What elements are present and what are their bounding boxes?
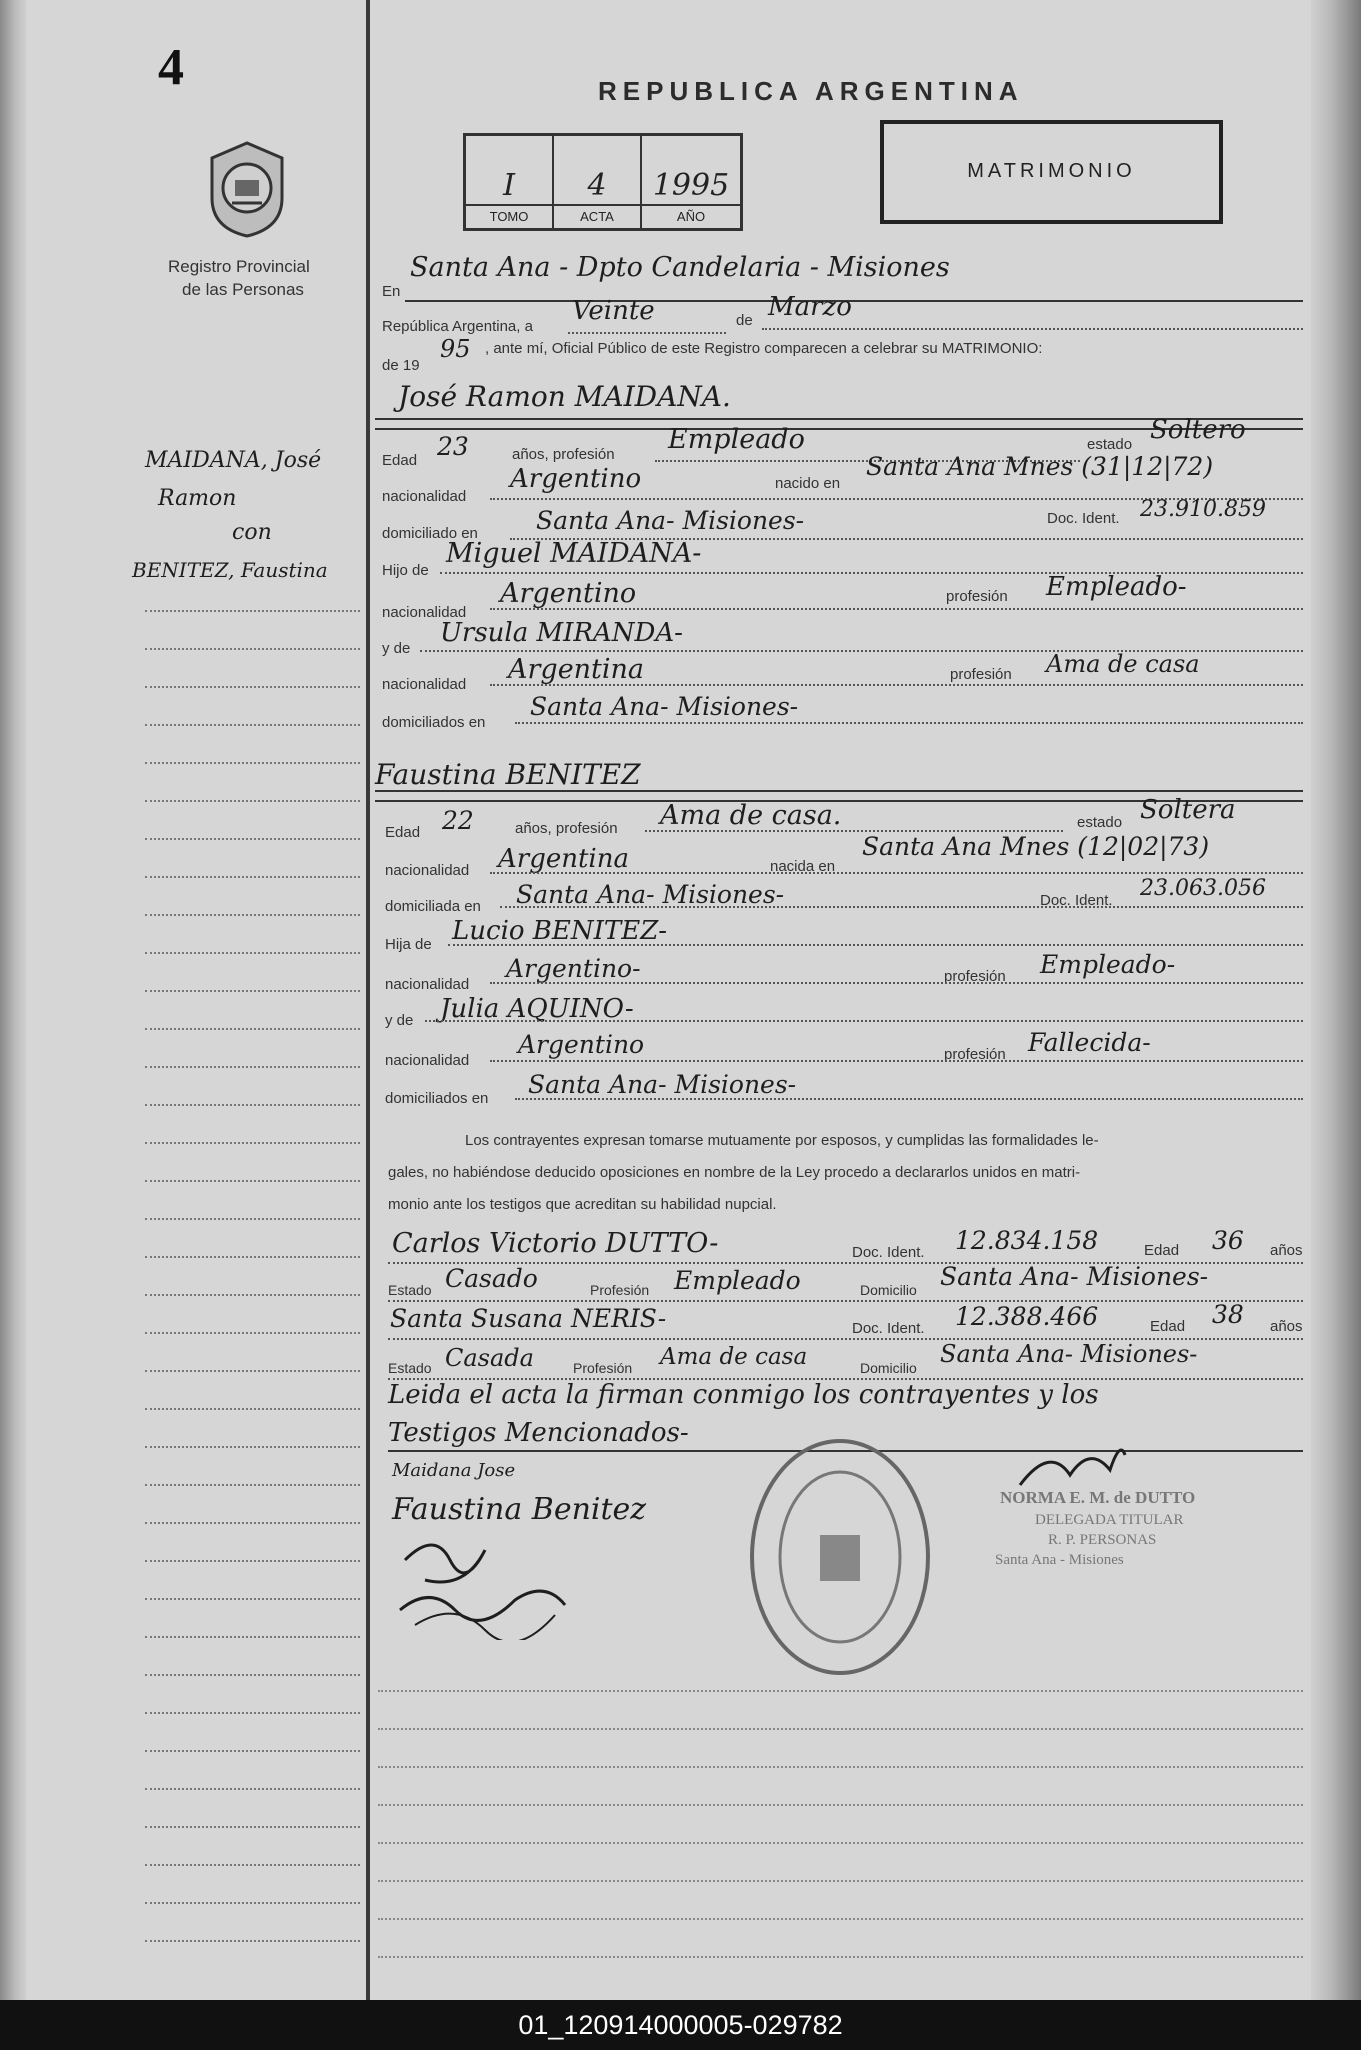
bride-mother: Julia AQUINO-: [440, 994, 634, 1024]
bride-edad: 22: [442, 806, 474, 835]
groom-edad-label: Edad: [382, 452, 418, 469]
page-number: 4: [158, 39, 184, 96]
margin-ruled-line: [145, 1446, 360, 1448]
en-label: En: [382, 283, 401, 300]
groom-nacido: Santa Ana Mnes (31|12|72): [866, 452, 1214, 481]
bride-nacionalidad-label: nacionalidad: [385, 862, 470, 879]
groom-nacionalidad-label: nacionalidad: [382, 488, 467, 505]
bride-father-nac-label: nacionalidad: [385, 976, 470, 993]
bride-yde-label: y de: [385, 1012, 414, 1029]
body-ruled-line: [378, 1728, 1303, 1730]
record-type-box: [880, 120, 1223, 224]
margin-ruled-line: [145, 838, 360, 840]
de-label: de: [736, 312, 753, 329]
margin-ruled-line: [145, 762, 360, 764]
margin-ruled-line: [145, 1218, 360, 1220]
groom-domicilio: Santa Ana- Misiones-: [536, 506, 805, 535]
groom-domiciliado-label: domiciliado en: [382, 525, 478, 542]
body-ruled-line: [378, 1690, 1303, 1692]
margin-ruled-line: [145, 952, 360, 954]
witness1-domicilio-label: Domicilio: [860, 1282, 917, 1298]
witness-signatures-icon: [395, 1530, 585, 1640]
margin-ruled-line: [145, 990, 360, 992]
margin-ruled-line: [145, 1370, 360, 1372]
bride-mother-nac-label: nacionalidad: [385, 1052, 470, 1069]
bride-profesion-label: años, profesión: [515, 820, 618, 837]
groom-estado-label: estado: [1087, 436, 1133, 453]
margin-ruled-line: [145, 1826, 360, 1828]
groom-mother-prof: Ama de casa: [1046, 650, 1200, 678]
groom-mother-nac: Argentina: [508, 654, 645, 685]
republica-label: República Argentina, a: [382, 318, 533, 335]
bride-domiciliados: Santa Ana- Misiones-: [528, 1070, 797, 1099]
witness1-name: Carlos Victorio DUTTO-: [392, 1228, 719, 1259]
margin-ruled-line: [145, 914, 360, 916]
groom-edad: 23: [437, 432, 469, 461]
groom-domiciliados-label: domiciliados en: [382, 714, 486, 731]
witness2-profesion: Ama de casa: [660, 1344, 808, 1370]
archive-footer-id: 01_120914000005-029782: [0, 2000, 1361, 2050]
witness1-edad-label: Edad: [1144, 1242, 1180, 1259]
official-round-stamp-icon: [745, 1435, 935, 1680]
comparecen-text: , ante mí, Oficial Público de este Registro comparecen a celebrar su MATRIMONIO:: [485, 340, 1043, 357]
ano-label: AÑO: [642, 204, 740, 228]
declaration-line2: gales, no habiéndose deducido oposiciones en nombre de la Ley procedo a declararlos unidos en matri-: [388, 1164, 1081, 1181]
margin-ruled-line: [145, 648, 360, 650]
margin-ruled-line: [145, 1788, 360, 1790]
bride-mother-prof-label: profesión: [944, 1046, 1006, 1063]
body-ruled-line: [378, 1804, 1303, 1806]
groom-father-nac-label: nacionalidad: [382, 604, 467, 621]
official-stamp-line3: R. P. PERSONAS: [1048, 1532, 1157, 1548]
margin-ruled-line: [145, 1940, 360, 1942]
margin-ruled-line: [145, 1636, 360, 1638]
margin-ruled-line: [145, 1560, 360, 1562]
margin-ruled-line: [145, 1674, 360, 1676]
margin-ruled-line: [145, 1104, 360, 1106]
groom-domiciliados: Santa Ana- Misiones-: [530, 692, 799, 721]
bride-father: Lucio BENITEZ-: [452, 916, 668, 946]
groom-nacido-label: nacido en: [775, 475, 841, 492]
bride-father-nac: Argentino-: [506, 954, 641, 983]
body-ruled-line: [378, 1918, 1303, 1920]
witness1-estado-label: Estado: [388, 1282, 432, 1298]
bride-domicilio: Santa Ana- Misiones-: [516, 880, 785, 909]
bride-name: Faustina BENITEZ: [375, 758, 641, 791]
margin-ruled-line: [145, 1598, 360, 1600]
witness1-domicilio: Santa Ana- Misiones-: [940, 1262, 1209, 1291]
witness2-anos-label: años: [1270, 1318, 1303, 1335]
bride-father-prof: Empleado-: [1040, 950, 1176, 979]
record-type: MATRIMONIO: [967, 160, 1136, 182]
margin-note-line1: MAIDANA, José: [145, 448, 322, 473]
witness2-estado-label: Estado: [388, 1360, 432, 1376]
groom-yde-label: y de: [382, 640, 411, 657]
groom-father-prof-label: profesión: [946, 588, 1008, 605]
bride-nacida-label: nacida en: [770, 858, 836, 875]
groom-father: Miguel MAIDANA-: [446, 538, 702, 569]
tomo-label: TOMO: [466, 204, 552, 228]
margin-ruled-line: [145, 1712, 360, 1714]
official-stamp-line2: DELEGADA TITULAR: [1035, 1512, 1184, 1528]
year-value: 95: [440, 335, 471, 363]
closing-line1: Leida el acta la firman conmigo los contrayentes y los: [388, 1380, 1099, 1410]
witness1-anos-label: años: [1270, 1242, 1303, 1259]
groom-nacionalidad: Argentino: [510, 464, 642, 494]
closing-line2: Testigos Mencionados-: [388, 1418, 689, 1448]
groom-estado: Soltero: [1150, 415, 1246, 445]
margin-ruled-line: [145, 1484, 360, 1486]
witness1-profesion: Empleado: [674, 1266, 801, 1295]
groom-doc-label: Doc. Ident.: [1047, 510, 1120, 527]
groom-father-prof: Empleado-: [1046, 572, 1187, 602]
groom-mother-prof-label: profesión: [950, 666, 1012, 683]
month-value: Marzo: [768, 292, 852, 322]
margin-ruled-line: [145, 1256, 360, 1258]
witness1-profesion-label: Profesión: [590, 1282, 650, 1298]
margin-ruled-line: [145, 1066, 360, 1068]
ano-value: 1995: [652, 168, 730, 203]
margin-ruled-line: [145, 800, 360, 802]
bride-estado-label: estado: [1077, 814, 1123, 831]
witness1-estado: Casado: [445, 1264, 538, 1293]
official-stamp-line1: NORMA E. M. de DUTTO: [1000, 1488, 1196, 1507]
margin-ruled-line: [145, 876, 360, 878]
bride-nacionalidad: Argentina: [498, 844, 629, 874]
bride-estado: Soltera: [1140, 795, 1236, 825]
provincial-emblem-icon: [202, 138, 292, 238]
groom-name: José Ramon MAIDANA.: [398, 380, 731, 413]
witness1-doc: 12.834.158: [955, 1226, 1099, 1255]
bride-profesion: Ama de casa.: [660, 800, 842, 831]
margin-ruled-line: [145, 1902, 360, 1904]
margin-ruled-line: [145, 1028, 360, 1030]
margin-ruled-line: [145, 1522, 360, 1524]
bride-father-prof-label: profesión: [944, 968, 1006, 985]
declaration-line1: Los contrayentes expresan tomarse mutuamente por esposos, y cumplidas las formalidades le-: [465, 1132, 1099, 1149]
groom-mother-nac-label: nacionalidad: [382, 676, 467, 693]
bride-doc: 23.063.056: [1140, 876, 1266, 901]
bride-hija-label: Hija de: [385, 936, 432, 953]
groom-profesion-label: años, profesión: [512, 446, 615, 463]
binding-edge: [0, 0, 26, 2000]
witness1-doc-label: Doc. Ident.: [852, 1244, 925, 1261]
bride-doc-label: Doc. Ident.: [1040, 892, 1113, 909]
margin-ruled-line: [145, 724, 360, 726]
tomo-value: I: [503, 168, 515, 203]
body-ruled-line: [378, 1766, 1303, 1768]
witness2-domicilio: Santa Ana- Misiones-: [940, 1340, 1198, 1368]
official-stamp-line4: Santa Ana - Misiones: [995, 1552, 1124, 1568]
witness2-estado: Casada: [445, 1344, 534, 1372]
margin-ruled-line: [145, 1332, 360, 1334]
witness2-domicilio-label: Domicilio: [860, 1360, 917, 1376]
groom-hijo-label: Hijo de: [382, 562, 429, 579]
witness2-profesion-label: Profesión: [573, 1360, 633, 1376]
groom-father-nac: Argentino: [500, 578, 637, 609]
bride-edad-label: Edad: [385, 824, 421, 841]
ano-cell: [642, 136, 740, 228]
bride-domiciliados-label: domiciliados en: [385, 1090, 489, 1107]
margin-ruled-line: [145, 1750, 360, 1752]
registry-name-line2: de las Personas: [182, 280, 304, 299]
margin-ruled-line: [145, 1864, 360, 1866]
year-label: de 19: [382, 357, 420, 374]
margin-ruled-line: [145, 1142, 360, 1144]
acta-label: ACTA: [554, 204, 640, 228]
margin-note-line2: Ramon: [158, 486, 237, 511]
tomo-cell: [466, 136, 554, 228]
bride-nacida: Santa Ana Mnes (12|02|73): [862, 832, 1210, 861]
margin-ruled-line: [145, 1408, 360, 1410]
bride-domiciliada-label: domiciliada en: [385, 898, 481, 915]
groom-doc: 23.910.859: [1140, 497, 1266, 522]
bride-mother-prof: Fallecida-: [1028, 1028, 1151, 1057]
signature-groom: Maidana Jose: [392, 1460, 516, 1481]
groom-profesion: Empleado: [668, 424, 805, 455]
margin-ruled-line: [145, 1294, 360, 1296]
acta-cell: [554, 136, 642, 228]
margin-ruled-line: [145, 610, 360, 612]
margin-note-line3: con: [232, 520, 272, 545]
page-edge: [1311, 0, 1361, 2000]
day-value: Veinte: [572, 296, 655, 326]
witness2-name: Santa Susana NERIS-: [390, 1304, 667, 1333]
groom-mother: Ursula MIRANDA-: [440, 618, 683, 648]
acta-value: 4: [587, 168, 607, 203]
witness2-doc-label: Doc. Ident.: [852, 1320, 925, 1337]
margin-note-line4: BENITEZ, Faustina: [132, 558, 328, 582]
margin-ruled-line: [145, 686, 360, 688]
margin-divider: [366, 0, 370, 2000]
body-ruled-line: [378, 1842, 1303, 1844]
declaration-line3: monio ante los testigos que acreditan su habilidad nupcial.: [388, 1196, 777, 1213]
margin-ruled-line: [145, 1180, 360, 1182]
body-ruled-line: [378, 1880, 1303, 1882]
witness2-doc: 12.388.466: [955, 1302, 1099, 1331]
body-ruled-line: [378, 1956, 1303, 1958]
place-value: Santa Ana - Dpto Candelaria - Misiones: [410, 252, 950, 283]
signature-bride: Faustina Benitez: [392, 1492, 647, 1527]
witness2-edad-label: Edad: [1150, 1318, 1186, 1335]
record-number-box: [463, 133, 743, 231]
country-title: REPUBLICA ARGENTINA: [598, 76, 1024, 106]
witness1-edad: 36: [1212, 1226, 1244, 1255]
bride-mother-nac: Argentino: [518, 1030, 645, 1059]
registry-name-line1: Registro Provincial: [168, 257, 310, 276]
witness2-edad: 38: [1212, 1300, 1244, 1329]
